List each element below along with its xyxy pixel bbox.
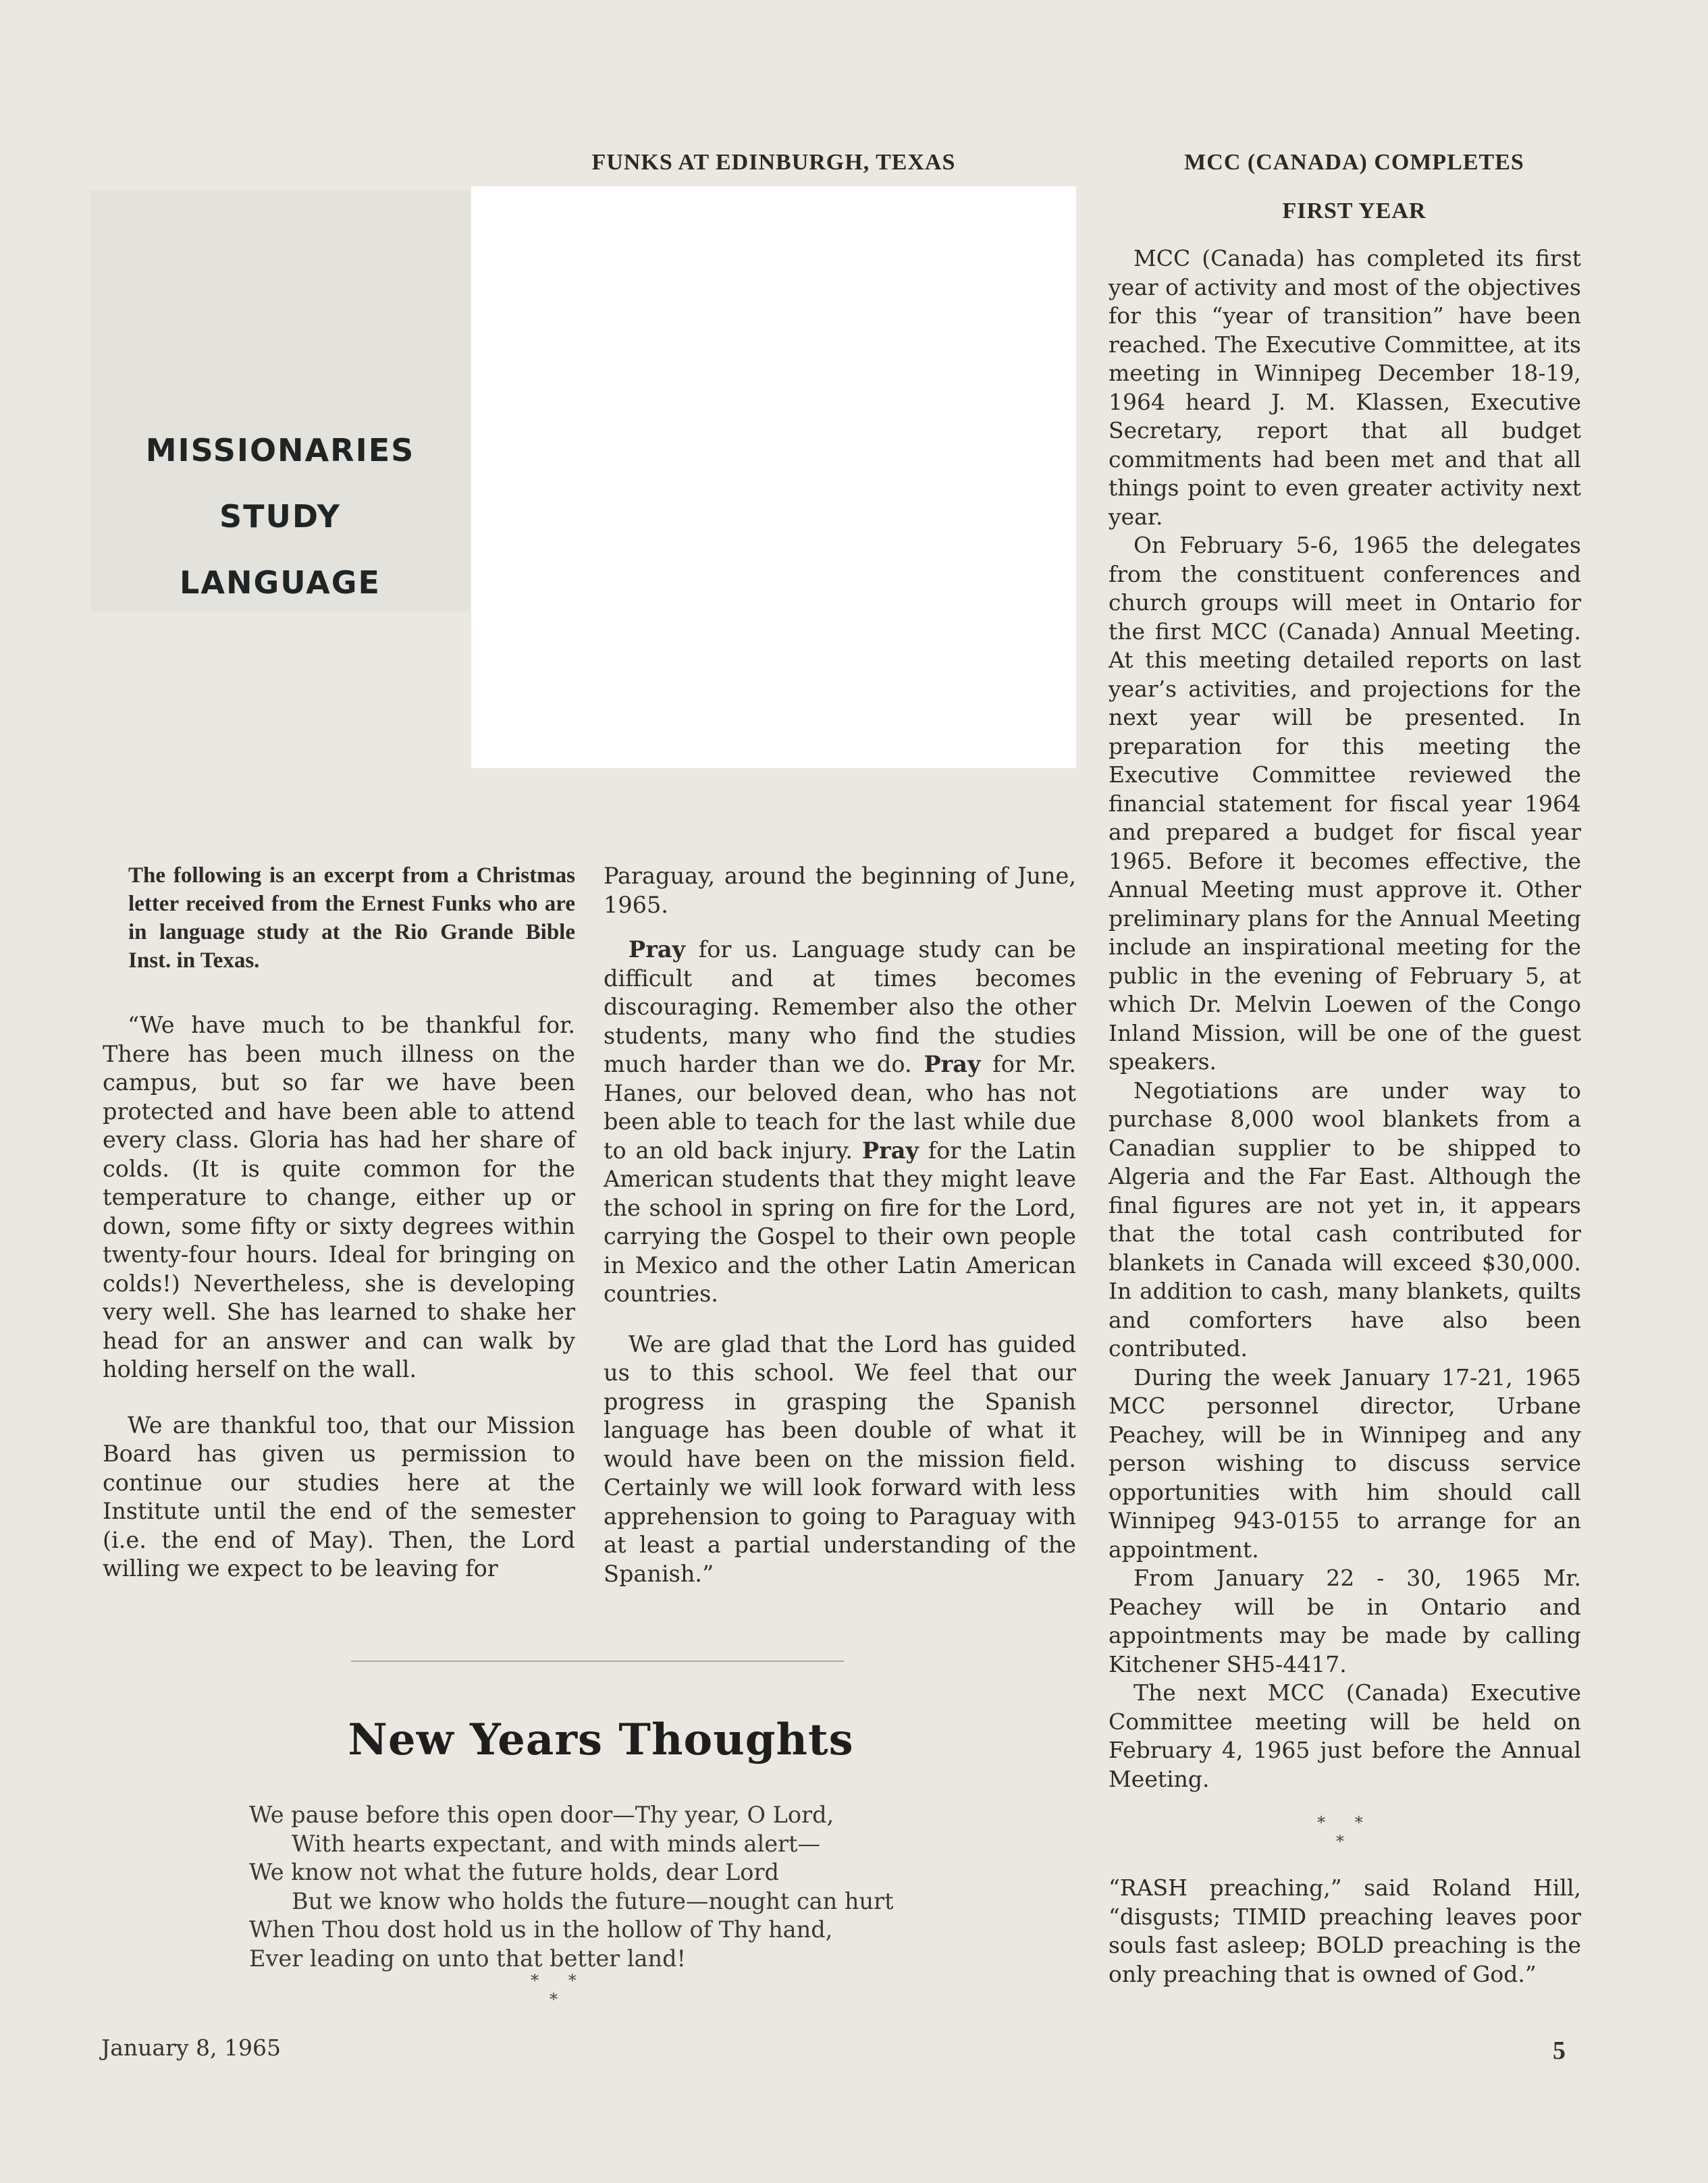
mcc-paragraph: The next MCC (Canada) Executive Committee meeting will be held on February 4, 1965 just before the Annual Meeting. xyxy=(1109,1679,1581,1792)
page-number: 5 xyxy=(1553,2037,1566,2065)
poem-line: When Thou dost hold us in the hollow of Thy hand, xyxy=(249,1916,833,1943)
poem-line: With hearts expectant, and with minds alert— xyxy=(292,1830,820,1857)
funks-column-1 xyxy=(103,1011,575,1584)
pray-word: Pray xyxy=(629,936,686,963)
side-title-line-1: MISSIONARIES xyxy=(145,432,415,468)
mcc-paragraph: MCC (Canada) has completed its first year of activity and most of the objectives for this “year of transition” have been reached. The Executive Committee, at its meeting in Winnipeg December 18-19, 1964 heard J. M. Klassen, Executive Secretary, report that all budget commitments had been met and that all things point to even greater activity next year. xyxy=(1109,245,1581,530)
prayer-paragraph: Pray for us. Language study can be difficult and at times becomes discouraging. Remember also the other students, many who find the studies much harder than we do. Pray for Mr. Hanes, our beloved dean, who has not been able to teach for the last while due to an old back injury. Pray for the Latin American students that they might leave the school in spring on fire for the Lord, carrying the Gospel to their own people in Mexico and the other Latin American countries. xyxy=(604,936,1076,1307)
poem-title: New Years Thoughts xyxy=(348,1715,854,1765)
photo-placeholder xyxy=(471,186,1076,768)
side-title-panel xyxy=(90,190,470,612)
poem-line: We pause before this open door—Thy year, O Lord, xyxy=(249,1802,834,1828)
rash-preaching-quote: “RASH preaching,” said Roland Hill, “disgusts; TIMID preaching leaves poor souls fast asleep; BOLD preaching is the only preaching that is owned of God.” xyxy=(1109,1875,1581,1987)
mcc-headline-line-1: MCC (CANADA) COMPLETES xyxy=(1184,150,1524,175)
pray-word: Pray xyxy=(924,1051,981,1077)
issue-date: January 8, 1965 xyxy=(101,2034,281,2061)
poem-line: But we know who holds the future—nought can hurt xyxy=(292,1887,894,1914)
side-title-line-3: LANGUAGE xyxy=(180,564,381,601)
funks-paragraph: “We have much to be thankful for. There has been much illness on the campus, but so far we have been protected and have been able to attend every class. Gloria has had her share of colds. (It is quite common for the temperature to change, either up or down, some fifty or sixty degrees within twenty-four hours. Ideal for bringing on colds!) Nevertheless, she is developing very well. She has learned to shake her head for an answer and can walk by holding herself on the wall. xyxy=(103,1012,575,1382)
poem-stars: * * * xyxy=(531,1971,589,2009)
funks-headline: FUNKS AT EDINBURGH, TEXAS xyxy=(591,150,956,175)
mcc-paragraph: On February 5-6, 1965 the delegates from the constituent conferences and church groups will meet in Ontario for the first MCC (Canada) Annual Meeting. At this meeting detailed reports on last year’s activities, and projections for the next year will be presented. In preparation for this meeting the Executive Committee reviewed the financial statement for fiscal year 1964 and prepared a budget for fiscal year 1965. Before it becomes effective, the Annual Meeting must approve it. Other preliminary plans for the Annual Meeting include an inspirational meeting for the public in the evening of February 5, at which Dr. Melvin Loewen of the Congo Inland Mission, will be one of the guest speakers. xyxy=(1109,532,1581,1075)
mcc-column xyxy=(1109,244,1581,1794)
poem-line: Ever leading on unto that better land! xyxy=(249,1945,687,1972)
mcc-paragraph: Negotiations are under way to purchase 8,000 wool blankets from a Canadian supplier to be shipped to Algeria and the Far East. Although the final figures are not yet in, it appears that the total cash contributed for blankets in Canada will exceed $30,000. In addition to cash, many blankets, quilts and comforters have also been contributed. xyxy=(1109,1077,1581,1362)
side-title-line-2: STUDY xyxy=(219,498,341,535)
poem-body xyxy=(249,1801,924,1973)
funks-column-2 xyxy=(604,862,1076,1588)
poem-line: We know not what the future holds, dear Lord xyxy=(249,1859,779,1885)
pray-word: Pray xyxy=(861,1137,919,1164)
article-intro: The following is an excerpt from a Christmas letter received from the Ernest Funks who are in language study at the Rio Grande Bible Inst. in Texas. xyxy=(128,863,575,973)
mcc-paragraph: During the week January 17-21, 1965 MCC personnel director, Urbane Peachey, will be in Winnipeg and any person wishing to discuss service opportunities with him should call Winnipeg 943-0155 to arrange for an appointment. xyxy=(1109,1364,1581,1563)
mcc-paragraph: From January 22 - 30, 1965 Mr. Peachey will be in Ontario and appointments may be made by calling Kitchener SH5-4417. xyxy=(1109,1565,1581,1677)
section-divider xyxy=(351,1661,844,1662)
funks-paragraph: We are glad that the Lord has guided us to this school. We feel that our progress in grasping the Spanish language has been double of what it would have been on the mission field. Certainly we will look forward with less apprehension to going to Paraguay with at least a partial understanding of the Spanish.” xyxy=(604,1330,1076,1587)
funks-paragraph: Paraguay, around the beginning of June, 1965. xyxy=(604,863,1076,918)
funks-paragraph: We are thankful too, that our Mission Board has given us permission to continue our studies here at the Institute until the end of the semester (i.e. the end of May). Then, the Lord willing we expect to be leaving for xyxy=(103,1411,575,1582)
mcc-stars: * * * xyxy=(1317,1813,1375,1851)
mcc-headline-line-2: FIRST YEAR xyxy=(1282,198,1426,223)
